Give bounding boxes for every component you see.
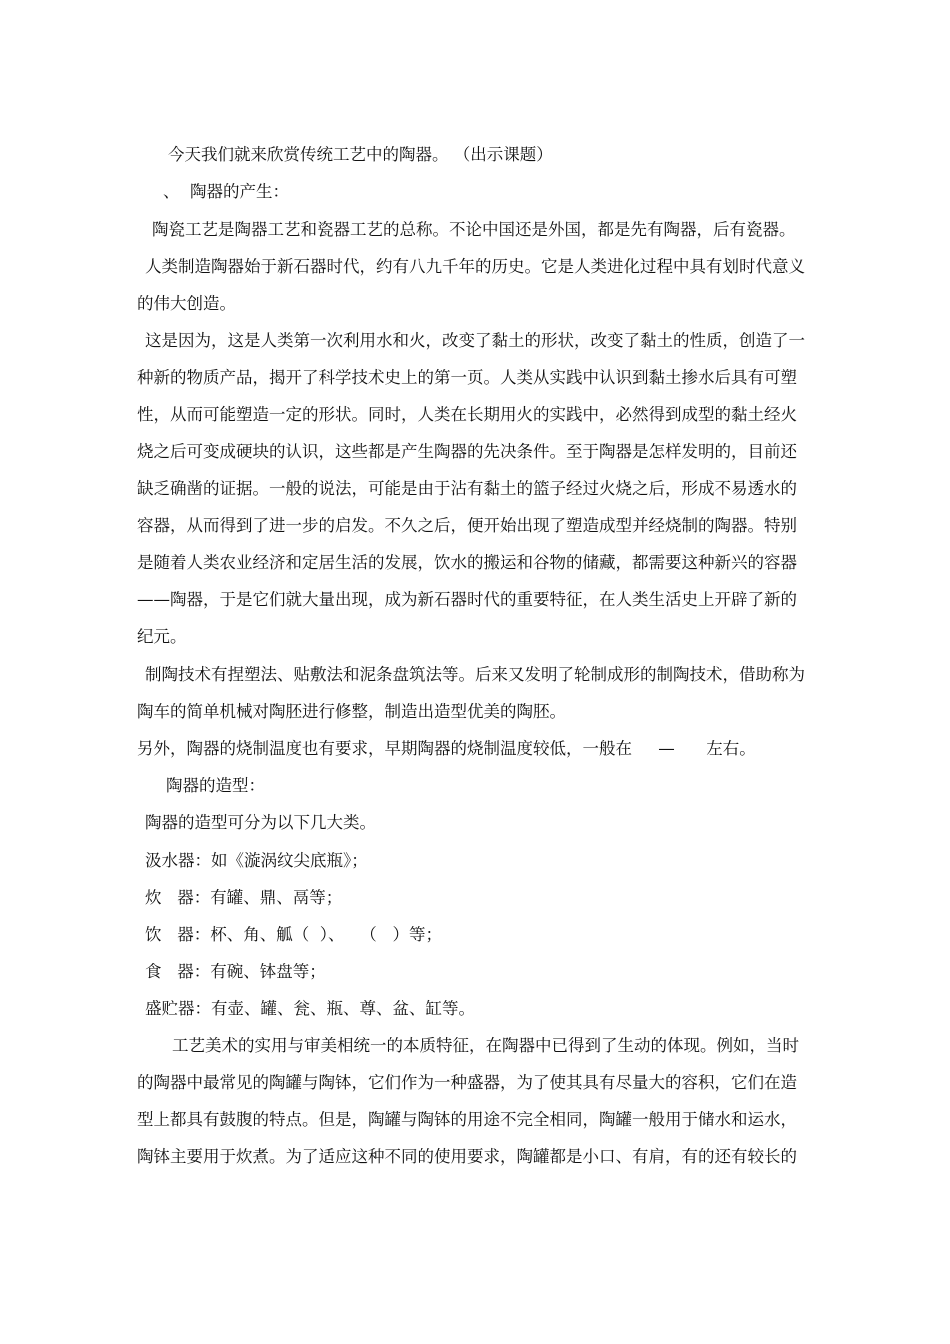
text-line: 陶瓷工艺是陶器工艺和瓷器工艺的总称。不论中国还是外国，都是先有陶器，后有瓷器。 <box>152 220 796 239</box>
text-line: 性，从而可能塑造一定的形状。同时，人类在长期用火的实践中，必然得到成型的黏土经火 <box>137 405 797 424</box>
text-line: 容器，从而得到了进一步的启发。不久之后，便开始出现了塑造成型并经烧制的陶器。特别 <box>137 516 797 535</box>
text-line: 烧之后可变成硬块的认识，这些都是产生陶器的先决条件。至于陶器是怎样发明的，目前还 <box>137 442 797 461</box>
text-line: 型上都具有鼓腹的特点。但是，陶罐与陶钵的用途不完全相同，陶罐一般用于储水和运水， <box>137 1110 797 1129</box>
text-line: 人类制造陶器始于新石器时代，约有八九千年的历史。它是人类进化过程中具有划时代意义 <box>145 257 805 276</box>
section-heading: 、 陶器的产生： <box>163 182 289 201</box>
text-line: 陶车的简单机械对陶胚进行修整，制造出造型优美的陶胚。 <box>137 702 566 721</box>
list-item: 食 器：有碗、钵盘等； <box>145 962 326 981</box>
text-line: ——陶器，于是它们就大量出现，成为新石器时代的重要特征，在人类生活史上开辟了新的 <box>137 590 797 609</box>
list-item: 汲水器：如《漩涡纹尖底瓶》； <box>145 851 368 870</box>
text-line: 今天我们就来欣赏传统工艺中的陶器。 （出示课题） <box>168 145 553 164</box>
text-line: 制陶技术有捏塑法、贴敷法和泥条盘筑法等。后来又发明了轮制成形的制陶技术，借助称为 <box>145 665 805 684</box>
text-line: 的陶器中最常见的陶罐与陶钵，它们作为一种盛器，为了使其具有尽量大的容积，它们在造 <box>137 1073 797 1092</box>
text-line: 是随着人类农业经济和定居生活的发展，饮水的搬运和谷物的储藏，都需要这种新兴的容器 <box>137 553 797 572</box>
text-line: 工艺美术的实用与审美相统一的本质特征，在陶器中已得到了生动的体现。例如，当时 <box>172 1036 799 1055</box>
text-line: 陶钵主要用于炊煮。为了适应这种不同的使用要求，陶罐都是小口、有肩，有的还有较长的 <box>137 1147 797 1166</box>
text-line: 陶器的造型可分为以下几大类。 <box>145 813 376 832</box>
list-item: 炊 器：有罐、鼎、鬲等； <box>145 888 343 907</box>
text-line: 的伟大创造。 <box>137 294 236 313</box>
text-line: 种新的物质产品，揭开了科学技术史上的第一页。人类从实践中认识到黏土掺水后具有可塑 <box>137 368 797 387</box>
text-line: 另外，陶器的烧制温度也有要求，早期陶器的烧制温度较低，一般在 — 左右。 <box>137 739 756 758</box>
list-item: 盛贮器：有壶、罐、瓮、瓶、尊、盆、缸等。 <box>145 999 475 1018</box>
list-item: 饮 器：杯、角、觚（ ）、 （ ）等； <box>145 925 442 944</box>
text-line: 这是因为，这是人类第一次利用水和火，改变了黏土的形状，改变了黏土的性质，创造了一 <box>145 331 805 350</box>
text-line: 缺乏确凿的证据。一般的说法，可能是由于沾有黏土的篮子经过火烧之后，形成不易透水的 <box>137 479 797 498</box>
text-line: 纪元。 <box>137 627 187 646</box>
section-heading: 陶器的造型： <box>166 776 265 795</box>
